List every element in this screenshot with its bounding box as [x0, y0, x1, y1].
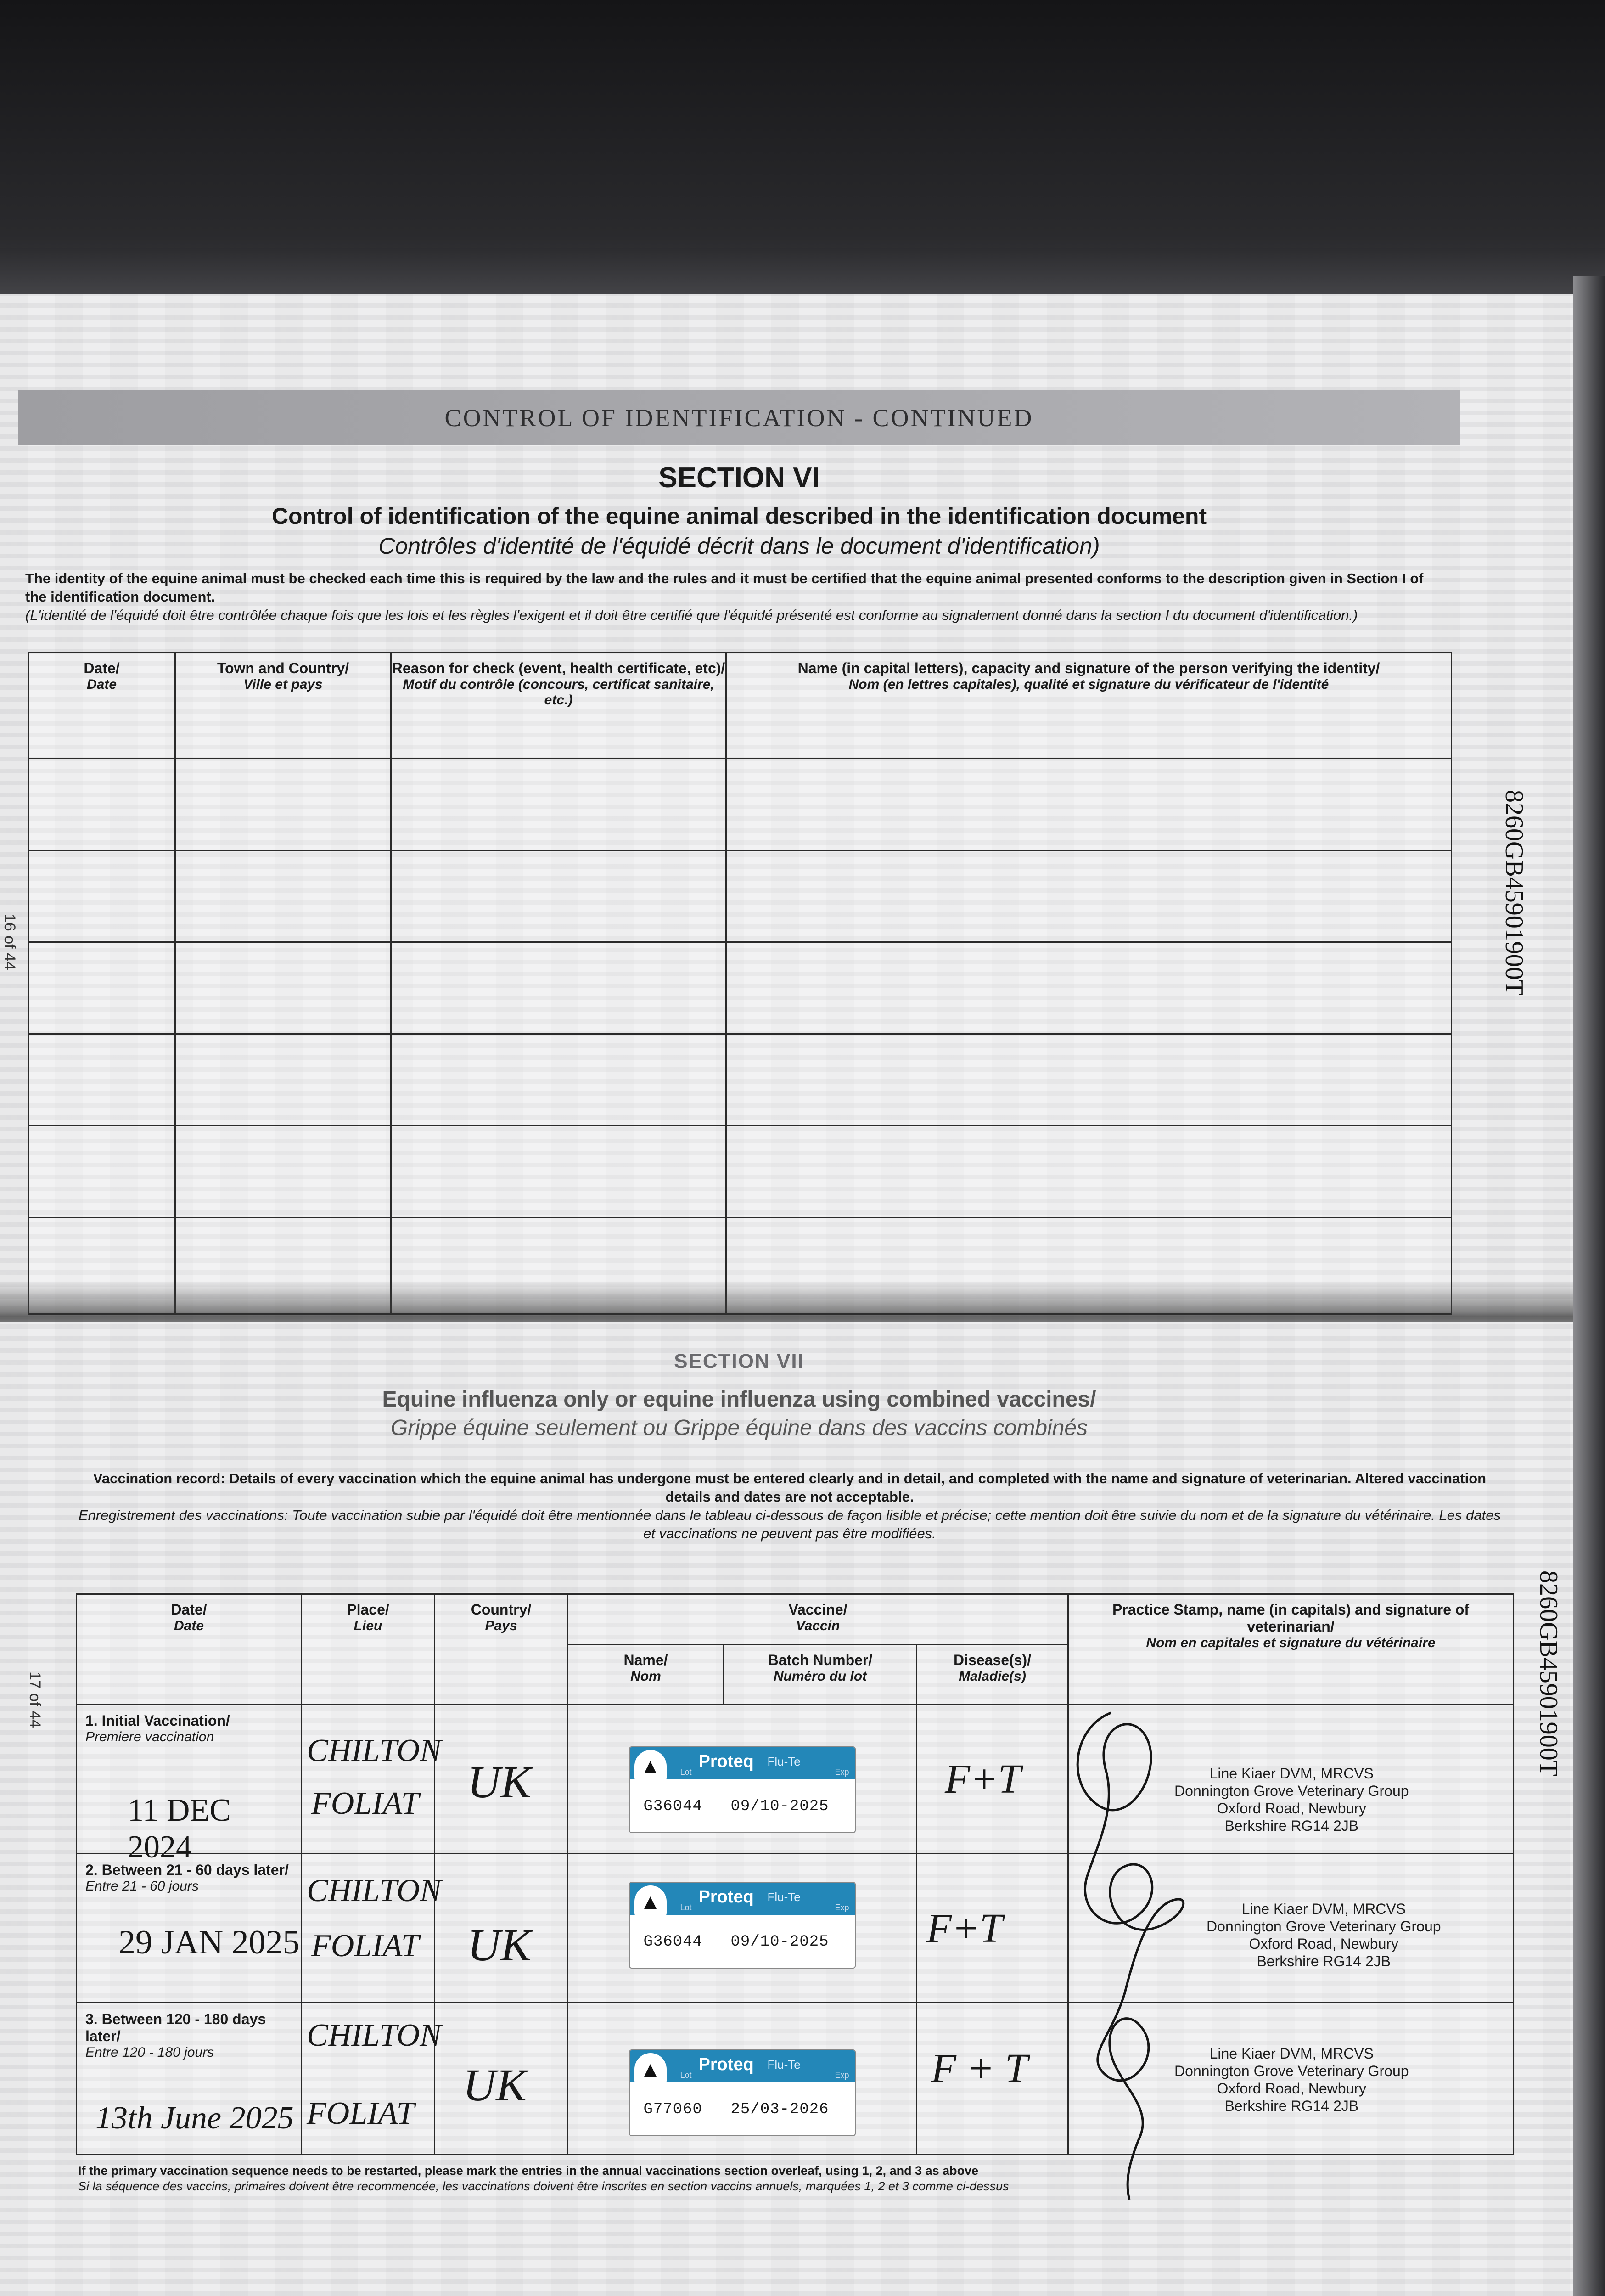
empty-cell [391, 1034, 726, 1126]
empty-cell [391, 1126, 726, 1218]
restart-note [78, 2163, 1455, 2194]
vaccination-intro-en: Vaccination record: Details of every vaccination which the equine animal has undergone must be entered clearly and in detail, and completed with the name and signature of veterinarian. Altered vaccination details and dates are not acceptable. [93, 1470, 1487, 1505]
empty-cell [391, 850, 726, 942]
vet-stamp: Line Kiaer DVM, MRCVS Donnington Grove Veterinary Group Oxford Road, Newbury Berkshire RG14 2JB [1207, 1901, 1441, 1970]
batch-number: G36044 [643, 1933, 702, 1951]
batch-number: G36044 [643, 1798, 702, 1815]
expiry-date: 25/03-2026 [730, 2101, 829, 2118]
sticker-bar [630, 2050, 855, 2082]
vaccination-date: 13th June 2025 [95, 2100, 294, 2136]
table-header-row [77, 1594, 1514, 1645]
sticker-brand: Proteq [698, 1752, 754, 1771]
date-cell: 2. Between 21 - 60 days later/ Entre 21 - 60 jours 29 JAN 2025 [77, 1854, 302, 2003]
country-cell [435, 1705, 568, 1854]
vet-stamp: Line Kiaer DVM, MRCVS Donnington Grove Veterinary Group Oxford Road, Newbury Berkshire RG14 2JB [1174, 2045, 1409, 2114]
place-line-1: CHILTON [307, 1873, 441, 1908]
vaccination-table [76, 1593, 1514, 2155]
section-heading: SECTION VI [658, 462, 820, 494]
band-title: CONTROL OF IDENTIFICATION - CONTINUED [444, 404, 1034, 432]
vaccination-date: 29 JAN 2025 [118, 1924, 300, 1961]
disease-cell [917, 2003, 1068, 2155]
place-line-2: FOLIAT [311, 1928, 419, 1964]
date-cell: 1. Initial Vaccination/ Premiere vaccination 11 DEC 2024 [77, 1705, 302, 1854]
country: UK [467, 1919, 531, 1970]
empty-cell [175, 1034, 391, 1126]
intro-en: The identity of the equine animal must be checked each time this is required by the law and the rules and it must be certified that the equine animal presented conforms to the description given in Section I of the identification document. [25, 570, 1424, 605]
col-batch-number: Batch Number/ Numéro du lot [724, 1645, 917, 1705]
sticker-bar [630, 1747, 855, 1779]
disease-cell [917, 1854, 1068, 2003]
section-title-en: Control of identification of the equine animal described in the identification document [271, 503, 1207, 529]
empty-cell [175, 759, 391, 850]
vaccine-sticker-cell [568, 1854, 917, 2003]
intro-text [25, 569, 1439, 625]
empty-cell [175, 850, 391, 942]
section-title-en: Equine influenza only or equine influenza using combined vaccines/ [382, 1387, 1096, 1412]
restart-note-fr: Si la séquence des vaccins, primaires doivent être recommencée, les vaccinations doivent être inscrites en section vaccins annuels, marquées 1, 2 et 3 comme ci-dessus [78, 2179, 1009, 2193]
empty-cell [28, 850, 175, 942]
vaccination-row-1 [77, 1705, 1514, 1854]
vaccine-sticker [629, 2049, 856, 2136]
batch-number: G77060 [643, 2101, 702, 2118]
sticker-lot-label: Lot [680, 1903, 692, 1912]
col-place: Place/ Lieu [302, 1594, 435, 1705]
sticker-bar [630, 1883, 855, 1915]
empty-cell [726, 1126, 1452, 1218]
table-row [28, 850, 1452, 942]
place-line-2: FOLIAT [311, 1786, 419, 1821]
disease: F+T [945, 1756, 1021, 1802]
empty-cell [726, 1034, 1452, 1126]
col-date: Date/ Date [77, 1594, 302, 1705]
col-stamp: Practice Stamp, name (in capitals) and signature of veterinarian/ Nom en capitales et signature du vétérinaire [1068, 1594, 1514, 1705]
col-vaccine-name: Name/ Nom [568, 1645, 724, 1705]
place-line-1: CHILTON [307, 1733, 441, 1768]
table-row [28, 759, 1452, 850]
vaccine-sticker [629, 1746, 856, 1833]
disease: F + T [931, 2046, 1028, 2091]
stamp-cell [1068, 1705, 1514, 1854]
vaccine-sticker [629, 1882, 856, 1969]
country-cell [435, 2003, 568, 2155]
restart-note-en: If the primary vaccination sequence needs to be restarted, please mark the entries in the annual vaccinations section overleaf, using 1, 2, and 3 as above [78, 2164, 979, 2178]
empty-cell [175, 1126, 391, 1218]
col-disease: Disease(s)/ Maladie(s) [917, 1645, 1068, 1705]
page-number-16: 16 of 44 [1, 914, 18, 970]
empty-cell [726, 942, 1452, 1034]
empty-cell [726, 850, 1452, 942]
col-town-country: Town and Country/ Ville et pays [175, 653, 391, 759]
vaccination-row-2 [77, 1854, 1514, 2003]
vaccine-sticker-cell [568, 1705, 917, 1854]
table-row [28, 942, 1452, 1034]
place-cell [302, 2003, 441, 2155]
stamp-cell [1068, 1854, 1514, 2003]
page-section-vi [0, 294, 1579, 1322]
section-title-fr: Grippe équine seulement ou Grippe équine dans des vaccins combinés [390, 1416, 1088, 1440]
col-reason: Reason for check (event, health certificate, etc)/ Motif du contrôle (concours, certificat sanitaire, etc.) [391, 653, 726, 759]
empty-cell [726, 759, 1452, 850]
brand-logo-icon: ▲ [634, 1750, 667, 1782]
empty-cell [391, 759, 726, 850]
sticker-brand: Proteq [698, 2055, 754, 2074]
sticker-exp-label: Exp [835, 1767, 849, 1777]
country: UK [467, 1756, 531, 1807]
sticker-brand: Proteq [698, 1887, 754, 1907]
stamp-cell [1068, 2003, 1514, 2155]
empty-cell [28, 759, 175, 850]
empty-cell [391, 942, 726, 1034]
sticker-exp-label: Exp [835, 2071, 849, 2080]
empty-cell [28, 1126, 175, 1218]
sticker-product: Flu-Te [767, 1890, 801, 1904]
vaccination-row-3 [77, 2003, 1514, 2155]
place-cell [302, 1854, 441, 2003]
table-row [28, 1034, 1452, 1126]
table-header-row [28, 653, 1452, 759]
disease: F+T [926, 1906, 1003, 1951]
sticker-lot-label: Lot [680, 2071, 692, 2080]
expiry-date: 09/10-2025 [730, 1933, 829, 1951]
intro-fr: (L'identité de l'équidé doit être contrôlée chaque fois que les lois et les règles l'exigent et il doit être certifié que l'équidé présenté est conforme au signalement donné dans la section I du document d'identification.) [25, 607, 1358, 623]
country: UK [463, 2060, 527, 2110]
vet-stamp: Line Kiaer DVM, MRCVS Donnington Grove Veterinary Group Oxford Road, Newbury Berkshire RG14 2JB [1174, 1765, 1409, 1834]
vaccination-intro-fr: Enregistrement des vaccinations: Toute vaccination subie par l'équidé doit être mentionnée dans le tableau ci-dessous de façon lisible et précise; cette mention doit être suivie du nom et de la signature du vétérinaire. Les dates et vaccinations ne peuvent pas être modifiées. [78, 1507, 1501, 1542]
brand-logo-icon: ▲ [634, 1885, 667, 1918]
vaccine-sticker-cell [568, 2003, 917, 2155]
col-vaccine: Vaccine/ Vaccin [568, 1594, 1068, 1645]
empty-cell [175, 942, 391, 1034]
col-country: Country/ Pays [435, 1594, 568, 1705]
col-verifier: Name (in capital letters), capacity and signature of the person verifying the identity/ Nom (en lettres capitales), qualité et signature du vérificateur de l'identité [726, 653, 1452, 759]
header-band [18, 390, 1460, 445]
brand-logo-icon: ▲ [634, 2053, 667, 2085]
vaccination-intro [73, 1469, 1506, 1543]
disease-cell [917, 1705, 1068, 1854]
section-heading: SECTION VII [674, 1350, 804, 1373]
sticker-exp-label: Exp [835, 1903, 849, 1912]
empty-cell [28, 942, 175, 1034]
date-cell: 3. Between 120 - 180 days later/ Entre 120 - 180 jours 13th June 2025 [77, 2003, 302, 2155]
table-row [28, 1126, 1452, 1218]
col-date: Date/ Date [28, 653, 175, 759]
section-title-fr: Contrôles d'identité de l'équidé décrit dans le document d'identification) [378, 533, 1100, 559]
place-cell [302, 1705, 441, 1854]
empty-cell [28, 1034, 175, 1126]
sticker-product: Flu-Te [767, 2058, 801, 2071]
identity-check-table [28, 652, 1452, 1315]
page-number-17: 17 of 44 [26, 1671, 44, 1728]
page-section-vii [0, 1322, 1579, 2296]
country-cell [435, 1854, 568, 2003]
identity-number-top: 8260GB45901900T [1500, 790, 1528, 996]
sticker-lot-label: Lot [680, 1767, 692, 1777]
identity-number-bottom: 8260GB45901900T [1534, 1570, 1563, 1776]
place-line-2: FOLIAT [307, 2096, 415, 2131]
expiry-date: 09/10-2025 [730, 1798, 829, 1815]
passport-right-edge [1573, 276, 1605, 2296]
vaccination-date: 11 DEC 2024 [128, 1793, 231, 1865]
place-line-1: CHILTON [307, 2018, 441, 2053]
sticker-product: Flu-Te [767, 1755, 801, 1768]
